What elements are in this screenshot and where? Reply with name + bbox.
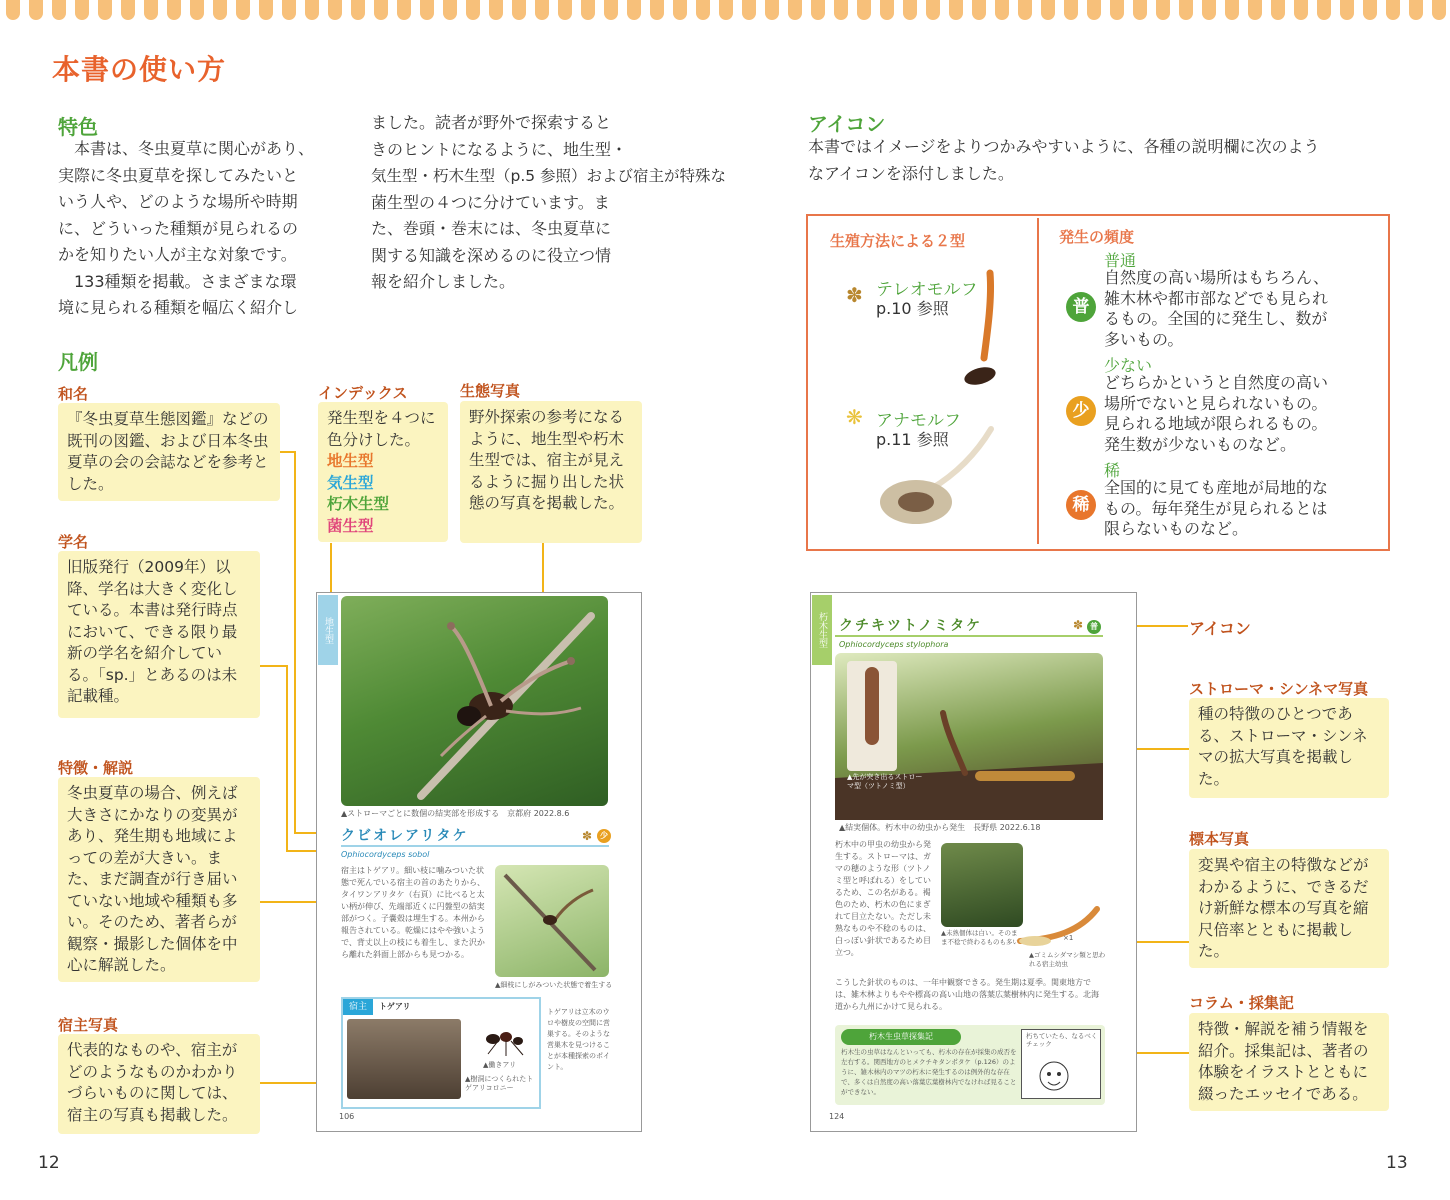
text-line: 境に見られる種類を幅広く紹介し — [58, 298, 299, 317]
column-label: コラム・採集記 — [1189, 994, 1294, 1012]
wamei-note: 『冬虫夏草生態図鑑』などの既刊の図鑑、および日本冬虫夏草の会の会誌などを参考とした。 — [58, 403, 280, 501]
gakumei-label: 学名 — [58, 533, 89, 551]
tokucho-label: 特徴・解説 — [58, 759, 134, 777]
features-column-2 — [371, 110, 727, 296]
scallop-tab — [788, 0, 802, 20]
text-line: た、巻頭・巻末には、冬虫夏草に — [371, 219, 612, 238]
scallop-tab — [1363, 0, 1377, 20]
text-line: 場所でないと見られないもの。 — [1104, 393, 1328, 413]
teleomorph-name: テレオモルフ — [876, 280, 978, 300]
index-note — [318, 402, 448, 542]
scallop-tab — [305, 0, 319, 20]
scallop-tab — [627, 0, 641, 20]
scallop-tab — [420, 0, 434, 20]
scallop-tab — [1271, 0, 1285, 20]
nest-caption: ▲樹洞につくられたトゲアリコロニー — [465, 1075, 534, 1092]
scallop-tab — [1340, 0, 1354, 20]
text-line: もの。毎年発生が見られるとは — [1104, 498, 1328, 518]
scallop-tab — [696, 0, 710, 20]
teleomorph-icon: ✽ — [846, 283, 863, 307]
host-caption: ▲ゴミムシダマシ類と思われる宿主幼虫 — [1029, 951, 1106, 968]
inset-caption: ▲先が突き出るストローマ型（ツトノミ型） — [847, 773, 923, 790]
features-column-1 — [58, 136, 343, 322]
specimen-illustration — [1015, 899, 1105, 949]
scallop-tab — [236, 0, 250, 20]
repro-title: 生殖方法による２型 — [830, 232, 966, 250]
scallop-tab — [903, 0, 917, 20]
scallop-tab — [719, 0, 733, 20]
scallop-tab — [1248, 0, 1262, 20]
sample-page-number: 106 — [339, 1112, 355, 1121]
stroma-inset — [847, 661, 897, 771]
scallop-tab — [1225, 0, 1239, 20]
text-line: ました。読者が野外で探索すると — [371, 113, 612, 132]
ant-caption: ▲働きアリ — [483, 1061, 517, 1069]
scallop-tab — [144, 0, 158, 20]
text-line: 限らないものなど。 — [1104, 519, 1249, 538]
scallop-tab — [397, 0, 411, 20]
seitai-note: 野外探索の参考になるように、地生型や朽木生型では、宿主が見えるように掘り出した状態の写真を掲載した。 — [460, 401, 642, 543]
scallop-tab — [1317, 0, 1331, 20]
text-line: 見られる地域が限られるもの。 — [1104, 414, 1328, 433]
connector — [280, 451, 295, 453]
icon-intro — [808, 134, 1398, 187]
index-label: インデックス — [318, 384, 408, 402]
text-line: 報を紹介しました。 — [371, 272, 516, 291]
scallop-tab — [765, 0, 779, 20]
text-line: 実際に冬虫夏草を探してみたいと — [58, 165, 299, 185]
text-line: なアイコンを添付しました。 — [808, 163, 1014, 183]
species-name: クビオレアリタケ — [341, 828, 469, 844]
comic-text: 朽ちていたら、なるべくチェック — [1026, 1032, 1098, 1048]
scallop-tab — [1064, 0, 1078, 20]
shukushu-note: 代表的なものや、宿主がどのようなものかわかりづらいものに関しては、宿主の写真も掲載した。 — [58, 1034, 260, 1134]
text-line: 自然度の高い場所はもちろん、 — [1104, 268, 1329, 287]
column-note: 特徴・解説を補う情報を紹介。採集記は、著者の体験をイラストとともに綴ったエッセイである。 — [1189, 1013, 1389, 1111]
freq-rare-text — [1104, 478, 1328, 540]
photo-caption: ▲結実個体。朽木中の幼虫から発生 長野県 2022.6.18 — [839, 823, 1041, 832]
stroma-label: ストローマ・シンネマ写真 — [1189, 680, 1369, 698]
teleomorph-specimen — [950, 268, 1010, 398]
text-line: かを知りたい人が主な対象です。 — [58, 245, 297, 264]
scallop-tab — [75, 0, 89, 20]
scallop-tab — [949, 0, 963, 20]
twig-illustration — [495, 865, 609, 977]
icon-legend-divider — [1037, 218, 1039, 544]
scallop-tab — [1110, 0, 1124, 20]
text-line: いう人や、どのような場所や時期 — [58, 192, 298, 211]
comic-face-illustration — [1032, 1056, 1092, 1096]
scallop-tab — [6, 0, 20, 20]
sample-page-106 — [316, 592, 642, 1132]
text-line: きのヒントになるように、地生型・ — [371, 139, 628, 159]
text-line: 本書ではイメージをよりつかみやすいように、各種の説明欄に次のよう — [808, 137, 1320, 156]
scallop-tab — [1202, 0, 1216, 20]
scallop-tab — [1294, 0, 1308, 20]
scallop-tab — [1156, 0, 1170, 20]
freq-common-text — [1104, 268, 1329, 350]
page-number-left: 12 — [38, 1153, 60, 1173]
species-name: クチキツトノミタケ — [839, 618, 983, 634]
seitai-label: 生態写真 — [460, 382, 521, 400]
scallop-tab — [857, 0, 871, 20]
page-title: 本書の使い方 — [52, 53, 227, 86]
anamorph-specimen — [876, 424, 996, 534]
ecology-photo — [341, 596, 608, 806]
scallop-tab — [443, 0, 457, 20]
species-description: 宿主はトゲアリ。細い枝に噛みついた状態で死んでいる宿主の首のあたりから、タイワンアリタケ（右頁）に比べると太い柄が伸び、先端部近くに円盤型の結実部がつく。子嚢殻は埋生する。本州から報告されている。乾燥にはやや強いようで、背丈以上の枝にも着生し、また沢から離れた斜面上部からも見つかる。 — [341, 866, 485, 959]
rare-icon: 少 — [597, 829, 611, 843]
comic-panel — [1021, 1029, 1101, 1099]
scallop-tab — [1018, 0, 1032, 20]
index-tab: 朽木生型 — [812, 595, 832, 665]
scallop-tab — [1041, 0, 1055, 20]
features-heading: 特色 — [58, 115, 98, 139]
teleomorph-icon: ✽ — [582, 829, 593, 843]
legend-heading: 凡例 — [58, 350, 98, 374]
photo-caption: ▲ストローマごとに数個の結実部を形成する 京都府 2022.8.6 — [341, 809, 570, 818]
scallop-tab — [167, 0, 181, 20]
teleomorph-icon: ✽ — [1073, 618, 1084, 632]
column-title: 朽木生虫草探集記 — [841, 1029, 961, 1045]
insect-illustration — [341, 596, 608, 806]
scallop-tab — [29, 0, 43, 20]
connector — [260, 665, 287, 667]
text-line: 本書は、冬虫夏草に関心があり、 — [74, 139, 315, 158]
text-line: 気生型・朽木生型（p.5 参照）および宿主が特殊な — [371, 167, 727, 185]
scallop-tab — [1087, 0, 1101, 20]
scallop-tab — [52, 0, 66, 20]
scallop-tab — [811, 0, 825, 20]
page-number-right: 13 — [1386, 1153, 1408, 1173]
scallop-tab — [558, 0, 572, 20]
stroma-note: 種の特徴のひとつである、ストローマ・シンネマの拡大写真を掲載した。 — [1189, 698, 1389, 798]
twig-photo — [495, 865, 609, 977]
scallop-tab — [1133, 0, 1147, 20]
scallop-tab — [351, 0, 365, 20]
sample-page-number: 124 — [829, 1112, 845, 1121]
scallop-tab — [972, 0, 986, 20]
scientific-name: Ophiocordyceps sobol — [341, 850, 430, 859]
scallop-tab — [995, 0, 1009, 20]
connector — [294, 451, 296, 833]
gakumei-note: 旧版発行（2009年）以降、学名は大きく変化している。本書は発行時点において、できる限り最新の学名を紹介している。「sp.」とあるのは未記載種。 — [58, 551, 260, 718]
scalloped-border — [0, 0, 1450, 22]
scallop-tab — [259, 0, 273, 20]
ant-illustration — [473, 1019, 533, 1059]
text-line: 関する知識を深めるのに役立つ情 — [371, 245, 612, 265]
scallop-tab — [328, 0, 342, 20]
host-label: 宿主 — [343, 999, 373, 1015]
text-line: 133種類を掲載。さまざまな環 — [74, 271, 297, 291]
scallop-tab — [374, 0, 388, 20]
stroma-inset-shape — [865, 667, 879, 745]
column-box — [835, 1025, 1105, 1105]
scallop-tab — [282, 0, 296, 20]
scallop-tab — [1179, 0, 1193, 20]
index-tab: 地生型 — [318, 595, 338, 665]
scallop-tab — [1432, 0, 1446, 20]
scallop-tab — [581, 0, 595, 20]
sample-page-124 — [810, 592, 1137, 1132]
text-line: 菌生型の４つに分けています。ま — [371, 192, 610, 212]
anamorph-icon: ❋ — [846, 405, 863, 429]
scallop-tab — [926, 0, 940, 20]
anamorph-name: アナモルフ — [876, 411, 961, 431]
few-icon: 少 — [1066, 396, 1096, 426]
host-box — [341, 997, 541, 1109]
type-kuchiki: 朽木生型 — [327, 495, 390, 513]
type-chisei: 地生型 — [327, 452, 374, 470]
species-description-2: こうした針状のものは、一年中観察できる。発生期は夏季。関東地方では、雑木林よりもやや標高の高い山地の落葉広葉樹林内に発生する。北海道から九州にかけて見られる。 — [835, 978, 1099, 1011]
immature-caption: ▲未熟個体は白い。そのまま不稔で終わるものも多い — [941, 929, 1019, 946]
scallop-tab — [213, 0, 227, 20]
wamei-label: 和名 — [58, 385, 89, 403]
immature-photo — [941, 843, 1023, 927]
scallop-tab — [1409, 0, 1423, 20]
text-line: 多いもの。 — [1104, 329, 1184, 349]
type-kinsei: 菌生型 — [327, 516, 374, 535]
species-description: 朽木中の甲虫の幼虫から発生する。ストローマは、ガマの穂のような形（ツトノミ型と呼ばれる）をしているため、この名がある。褐色のため、朽木の色にまぎれて目立たない。ただし未熟なものや不稔のものは、白っぽい針状であるため目立つ。 — [835, 840, 931, 957]
twig-caption: ▲細枝にしがみついた状態で着生する — [495, 981, 613, 989]
common-icon: 普 — [1087, 620, 1101, 634]
common-icon: 普 — [1066, 292, 1096, 322]
text-line: 雑木林や都市部などでも見られ — [1104, 288, 1329, 308]
freq-common-name: 普通 — [1104, 251, 1137, 270]
text-line: 全国的に見ても産地が局地的な — [1104, 478, 1329, 497]
icon-heading: アイコン — [808, 112, 886, 136]
scallop-tab — [604, 0, 618, 20]
scientific-name: Ophiocordyceps stylophora — [839, 640, 949, 649]
stroma-photo — [835, 653, 1103, 820]
scallop-tab — [489, 0, 503, 20]
nest-photo — [347, 1019, 461, 1099]
scallop-tab — [880, 0, 894, 20]
index-note-text: 発生型を４つに色分けした。 — [327, 409, 436, 449]
scallop-tab — [190, 0, 204, 20]
shukushu-label: 宿主写真 — [58, 1016, 119, 1034]
teleomorph-ref: p.10 参照 — [876, 299, 949, 318]
freq-few-text — [1104, 373, 1328, 455]
host-name: トゲアリ — [379, 1002, 411, 1011]
scallop-tab — [535, 0, 549, 20]
scale-label: ×1 — [1063, 934, 1074, 942]
connector — [286, 665, 288, 851]
scallop-tab — [673, 0, 687, 20]
rare-icon: 稀 — [1066, 490, 1096, 520]
freq-title: 発生の頻度 — [1059, 228, 1135, 246]
tokucho-note: 冬虫夏草の場合、例えば大きさにかなりの変異があり、発生期も地域によっての差が大きい。また、まだ調査が行き届いていない地域や種類も多い。そのため、著者らが観察・撮影した個体を中心に解説した。 — [58, 777, 260, 982]
scallop-tab — [1386, 0, 1400, 20]
specimen-label: 標本写真 — [1189, 830, 1250, 848]
scallop-tab — [834, 0, 848, 20]
text-line: 発生数が少ないものなど。 — [1104, 434, 1297, 454]
icon-annot-label: アイコン — [1189, 619, 1251, 638]
text-line: に、どういった種類が見られるの — [58, 218, 299, 238]
column-text: 朽木生の虫草はなんといっても、朽木の存在が採集の成否を左右する。関西地方のヒメクチキタンポタケ（p.126）のように、雑木林内のマツの朽木に発生するのは例外的な存在で、多くは自然度の高い落葉広葉樹林内でなければ見ることができない。 — [841, 1048, 1017, 1096]
scallop-tab — [512, 0, 526, 20]
scallop-tab — [742, 0, 756, 20]
specimen-note: 変異や宿主の特徴などがわかるように、できるだけ新鮮な標本の写真を縮尺倍率とともに掲載した。 — [1189, 849, 1389, 968]
title-rule — [341, 845, 609, 847]
freq-rare-name: 稀 — [1104, 461, 1121, 480]
scallop-tab — [98, 0, 112, 20]
type-kisei: 気生型 — [327, 473, 374, 492]
anamorph-ref: p.11 参照 — [876, 430, 949, 449]
scallop-tab — [121, 0, 135, 20]
scallop-tab — [650, 0, 664, 20]
host-note: トゲアリは立木のウロや樹皮の空間に営巣する。そのような営巣木を見つけることが本種探索のポイント。 — [547, 1008, 610, 1071]
scallop-tab — [466, 0, 480, 20]
text-line: るもの。全国的に発生し、数が — [1104, 309, 1328, 328]
title-rule — [835, 635, 1103, 637]
freq-few-name: 少ない — [1104, 356, 1153, 375]
text-line: どちらかというと自然度の高い — [1104, 373, 1329, 392]
